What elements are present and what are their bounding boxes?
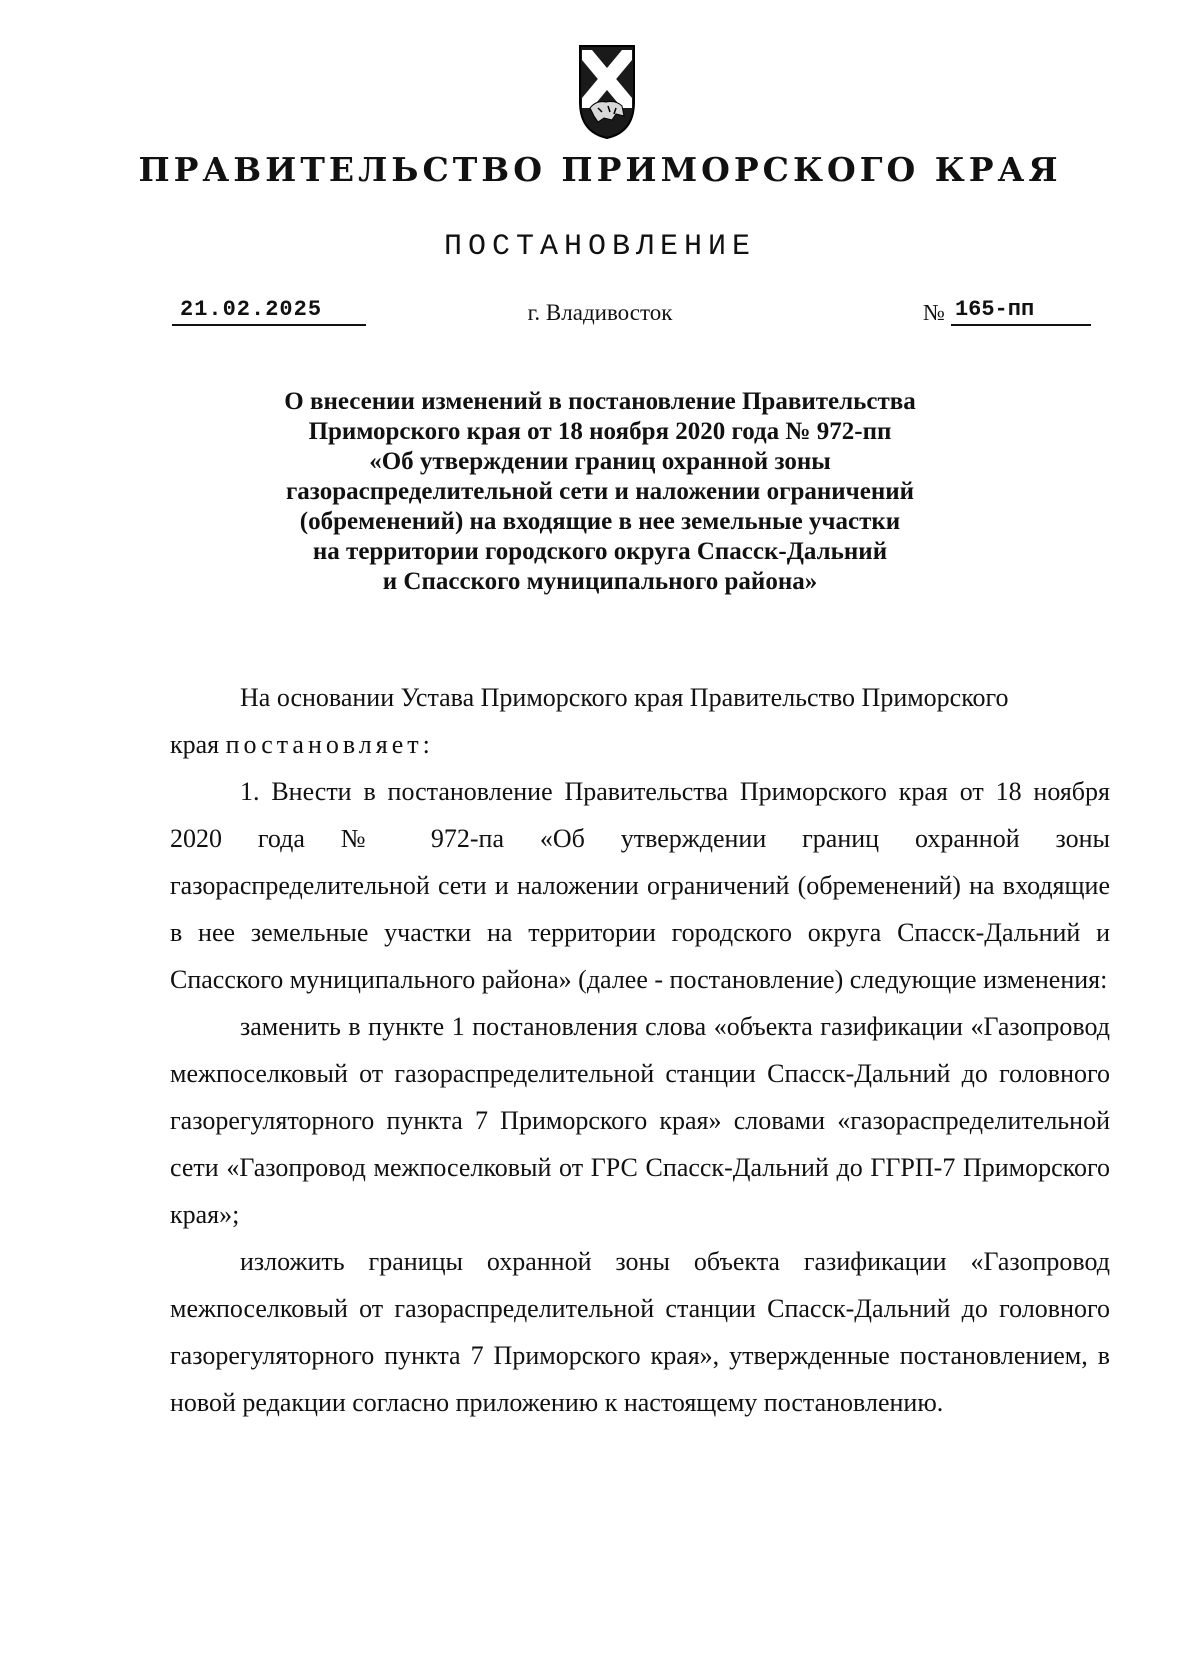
document-date: 21.02.2025 xyxy=(172,297,366,326)
item-1b-paragraph: изложить границы охранной зоны объекта газификации «Газопровод межпоселковый от газораспределительной станции Спасск-Дальний до головного газорегуляторного пункта 7 Приморского края», утвержденные постановлением, в новой редакции согласно приложению к настоящему постановлению. xyxy=(170,1247,1110,1417)
subject-line: газораспределительной сети и наложении ограничений xyxy=(285,478,915,505)
document-subject xyxy=(160,387,1040,597)
preamble-paragraph xyxy=(170,674,1110,721)
subject-line: Приморского края от 18 ноября 2020 года № 972-пп xyxy=(308,418,892,445)
subject-line: (обременений) на входящие в нее земельные участки xyxy=(299,508,901,535)
coat-of-arms-icon xyxy=(576,42,638,140)
subject-line: и Спасского муниципального района» xyxy=(382,568,818,595)
document-city: г. Владивосток xyxy=(527,300,673,325)
government-title: ПРАВИТЕЛЬСТВО ПРИМОРСКОГО КРАЯ xyxy=(138,150,1062,189)
document-number-block xyxy=(923,297,1091,326)
subject-line: «Об утверждении границ охранной зоны xyxy=(369,448,831,475)
item-1-paragraph: 1. Внести в постановление Правительства Приморского края от 18 ноября 2020 года № 972-па «Об утверждении границ охранной зоны газораспределительной сети и наложении ограничений (обременений) на входящие в нее земельные участки на территории городского округа Спасск-Дальний и Спасского муниципального района» (далее - постановление) следующие изменения: xyxy=(170,777,1110,994)
decree-word: постановляет: xyxy=(225,730,434,759)
preamble-end: края постановляет: xyxy=(170,730,434,759)
item-1a-paragraph: заменить в пункте 1 постановления слова «объекта газификации «Газопровод межпоселковый от газораспределительной станции Спасск-Дальний до головного газорегуляторного пункта 7 Приморского края» словами «газораспределительной сети «Газопровод межпоселковый от ГРС Спасск-Дальний до ГГРП-7 Приморского края»; xyxy=(170,1012,1110,1229)
document-body xyxy=(170,674,1110,1426)
preamble-text: На основании Устава Приморского края Правительство Приморского xyxy=(240,683,1009,712)
subject-line: на территории городского округа Спасск-Дальний xyxy=(312,538,888,565)
document-type: ПОСТАНОВЛЕНИЕ xyxy=(443,230,757,264)
subject-line: О внесении изменений в постановление Правительства xyxy=(284,388,916,415)
document-number: 165-пп xyxy=(951,297,1091,326)
number-prefix: № xyxy=(923,300,945,325)
